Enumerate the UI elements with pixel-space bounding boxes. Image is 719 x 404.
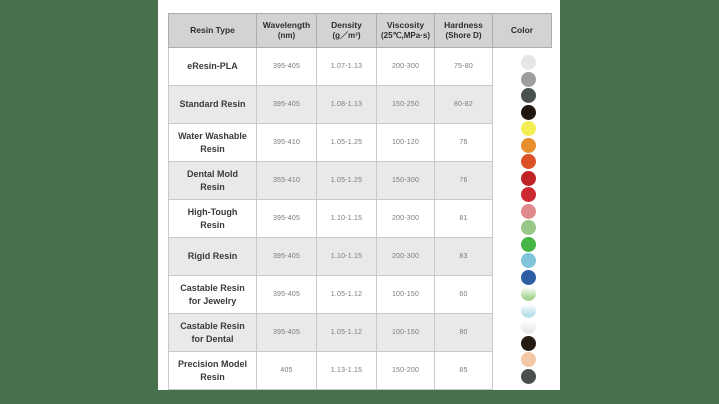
resin-name-cell: Precision Model Resin bbox=[169, 352, 257, 390]
color-swatch-dark-gray bbox=[521, 88, 536, 103]
resin-name-cell: Dental Mold Resin bbox=[169, 162, 257, 200]
wavelength-cell: 395-405 bbox=[257, 238, 317, 276]
wavelength-cell: 395-410 bbox=[257, 124, 317, 162]
column-header-label: Resin Type bbox=[190, 24, 235, 35]
density-cell: 1.10-1.15 bbox=[317, 238, 377, 276]
hardness-cell: 85 bbox=[435, 352, 493, 390]
column-header-label: Density bbox=[331, 19, 362, 30]
viscosity-cell: 200-300 bbox=[377, 200, 435, 238]
wavelength-cell: 355-410 bbox=[257, 162, 317, 200]
viscosity-cell: 150-200 bbox=[377, 352, 435, 390]
color-swatch-red-orange bbox=[521, 154, 536, 169]
resin-name-cell: Rigid Resin bbox=[169, 238, 257, 276]
viscosity-cell: 150-300 bbox=[377, 162, 435, 200]
color-swatch-dark-red bbox=[521, 171, 536, 186]
color-swatch-black bbox=[521, 105, 536, 120]
wavelength-cell: 395-405 bbox=[257, 200, 317, 238]
color-swatch-orange bbox=[521, 138, 536, 153]
color-swatch-yellow bbox=[521, 121, 536, 136]
color-swatch-translucent-green bbox=[521, 286, 536, 301]
density-cell: 1.05-1.25 bbox=[317, 162, 377, 200]
column-header-resin-type bbox=[168, 13, 257, 48]
color-swatch-gray bbox=[521, 72, 536, 87]
wavelength-cell: 395-405 bbox=[257, 276, 317, 314]
hardness-cell: 76 bbox=[435, 162, 493, 200]
color-swatch-skin bbox=[521, 352, 536, 367]
hardness-cell: 75-80 bbox=[435, 48, 493, 86]
wavelength-cell: 395-405 bbox=[257, 86, 317, 124]
hardness-cell: 76 bbox=[435, 124, 493, 162]
column-header-color bbox=[493, 13, 552, 48]
content-panel bbox=[158, 0, 560, 390]
hardness-cell: 60 bbox=[435, 276, 493, 314]
wavelength-cell: 405 bbox=[257, 352, 317, 390]
table-row bbox=[169, 238, 494, 276]
resin-name-cell: High-Tough Resin bbox=[169, 200, 257, 238]
column-header-unit: (nm) bbox=[277, 30, 296, 40]
hardness-cell: 80-82 bbox=[435, 86, 493, 124]
resin-name-cell: Standard Resin bbox=[169, 86, 257, 124]
color-swatch-pink bbox=[521, 204, 536, 219]
color-swatch-clear bbox=[521, 319, 536, 334]
table-row bbox=[169, 314, 494, 352]
viscosity-cell: 100-150 bbox=[377, 314, 435, 352]
table-row bbox=[169, 124, 494, 162]
density-cell: 1.05-1.12 bbox=[317, 314, 377, 352]
hardness-cell: 83 bbox=[435, 238, 493, 276]
wavelength-cell: 395-405 bbox=[257, 48, 317, 86]
density-cell: 1.13-1.15 bbox=[317, 352, 377, 390]
color-swatch-sky-blue bbox=[521, 253, 536, 268]
table-row bbox=[169, 48, 494, 86]
hardness-cell: 80 bbox=[435, 314, 493, 352]
resin-spec-table bbox=[168, 13, 552, 390]
table-row bbox=[169, 352, 494, 390]
density-cell: 1.05-1.12 bbox=[317, 276, 377, 314]
table-row bbox=[169, 276, 494, 314]
resin-name-cell: Water Washable Resin bbox=[169, 124, 257, 162]
table-row bbox=[169, 162, 494, 200]
color-swatch-red bbox=[521, 187, 536, 202]
table-row bbox=[169, 200, 494, 238]
color-swatch-translucent-blue bbox=[521, 303, 536, 318]
resin-name-cell: Castable Resin for Jewelry bbox=[169, 276, 257, 314]
resin-name-cell: eResin-PLA bbox=[169, 48, 257, 86]
color-swatch-blue bbox=[521, 270, 536, 285]
density-cell: 1.08-1.13 bbox=[317, 86, 377, 124]
viscosity-cell: 200-300 bbox=[377, 238, 435, 276]
column-header-label: Wavelength bbox=[262, 19, 311, 30]
column-header-unit: (g／m³) bbox=[332, 30, 361, 40]
density-cell: 1.07-1.13 bbox=[317, 48, 377, 86]
column-header-wavelength bbox=[257, 13, 317, 48]
color-swatch-black-speckled bbox=[521, 336, 536, 351]
color-swatch-white bbox=[521, 55, 536, 70]
color-swatch-light-green bbox=[521, 220, 536, 235]
density-cell: 1.10-1.15 bbox=[317, 200, 377, 238]
color-swatch-dark-gray-2 bbox=[521, 369, 536, 384]
viscosity-cell: 100-120 bbox=[377, 124, 435, 162]
table-row bbox=[169, 86, 494, 124]
viscosity-cell: 100-150 bbox=[377, 276, 435, 314]
column-header-unit: (Shore D) bbox=[445, 30, 482, 40]
resin-name-cell: Castable Resin for Dental bbox=[169, 314, 257, 352]
viscosity-cell: 150-250 bbox=[377, 86, 435, 124]
column-header-unit: (25℃,MPa·s) bbox=[381, 30, 430, 40]
density-cell: 1.05-1.25 bbox=[317, 124, 377, 162]
table-body bbox=[168, 48, 494, 390]
column-header-hardness bbox=[435, 13, 493, 48]
viscosity-cell: 200-300 bbox=[377, 48, 435, 86]
column-header-label: Viscosity bbox=[386, 19, 425, 30]
color-swatch-green bbox=[521, 237, 536, 252]
column-header-label: Color bbox=[510, 24, 534, 35]
color-swatch-column bbox=[499, 55, 557, 384]
column-header-label: Hardness bbox=[444, 19, 483, 30]
column-header-viscosity bbox=[377, 13, 435, 48]
column-header-density bbox=[317, 13, 377, 48]
hardness-cell: 81 bbox=[435, 200, 493, 238]
table-header-row bbox=[168, 13, 552, 48]
wavelength-cell: 395-405 bbox=[257, 314, 317, 352]
